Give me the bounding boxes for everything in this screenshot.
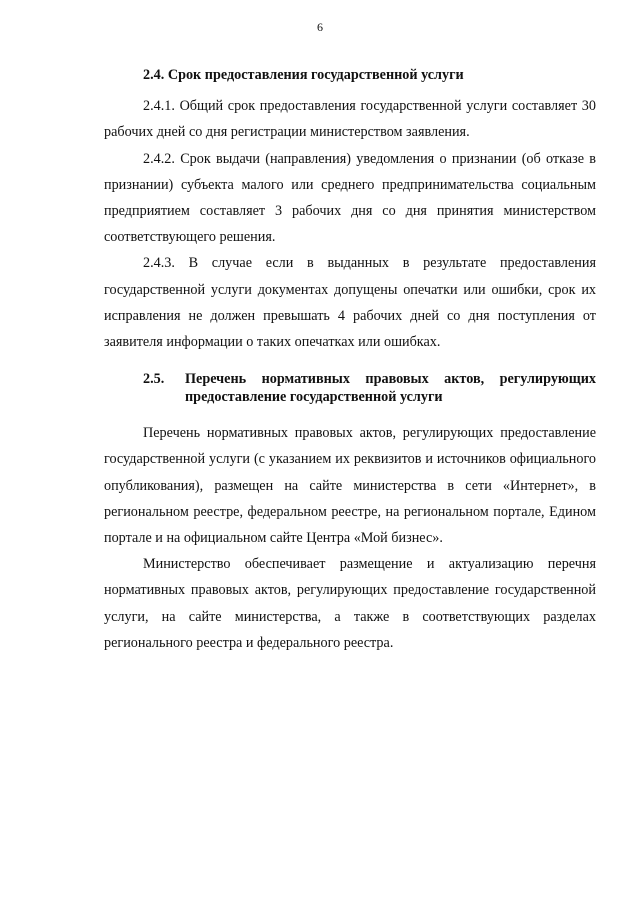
paragraph-2-5-1: Перечень нормативных правовых актов, регулирующих предоставление государственной услуги (с указанием их реквизитов и источников официального опубликования), размещен на сайте министерства в сети «Интернет», в региональном реестре, федеральном реестре, на региональном портале, Едином портале и на официальном сайте Центра «Мой бизнес». (104, 425, 596, 547)
paragraph-2-4-3: 2.4.3. В случае если в выданных в результате предоставления государственной услуги документах допущены опечатки или ошибки, срок их исправления не должен превышать 4 рабочих дней со дня поступления от заявителя информации о таких опечатках или ошибках. (104, 255, 596, 351)
page-number: 6 (317, 20, 323, 34)
paragraph-2-4-1: 2.4.1. Общий срок предоставления государственной услуги составляет 30 рабочих дней со дня регистрации министерством заявления. (104, 98, 596, 141)
paragraph-2-5-2: Министерство обеспечивает размещение и актуализацию перечня нормативных правовых актов, регулирующих предоставление государственной услуги, на сайте министерства, а также в соответствующих разделах регионального реестра и федерального реестра. (104, 556, 596, 651)
section-2-5-title: Перечень нормативных правовых актов, регулирующих предоставление государственной услуги (185, 371, 596, 405)
section-2-4-heading: 2.4. Срок предоставления государственной услуги (143, 67, 464, 83)
spacer (104, 406, 596, 420)
section-2-5-number: 2.5. (143, 371, 165, 388)
paragraph-2-4-2: 2.4.2. Срок выдачи (направления) уведомления о признании (об отказе в признании) субъекта малого или среднего предпринимательства социальным предприятием составляет 3 рабочих дня со дня принятия министерством соответствующего решения. (104, 150, 596, 246)
section-2-5-heading (104, 371, 596, 406)
document-body (104, 62, 596, 656)
spacer (104, 355, 596, 371)
